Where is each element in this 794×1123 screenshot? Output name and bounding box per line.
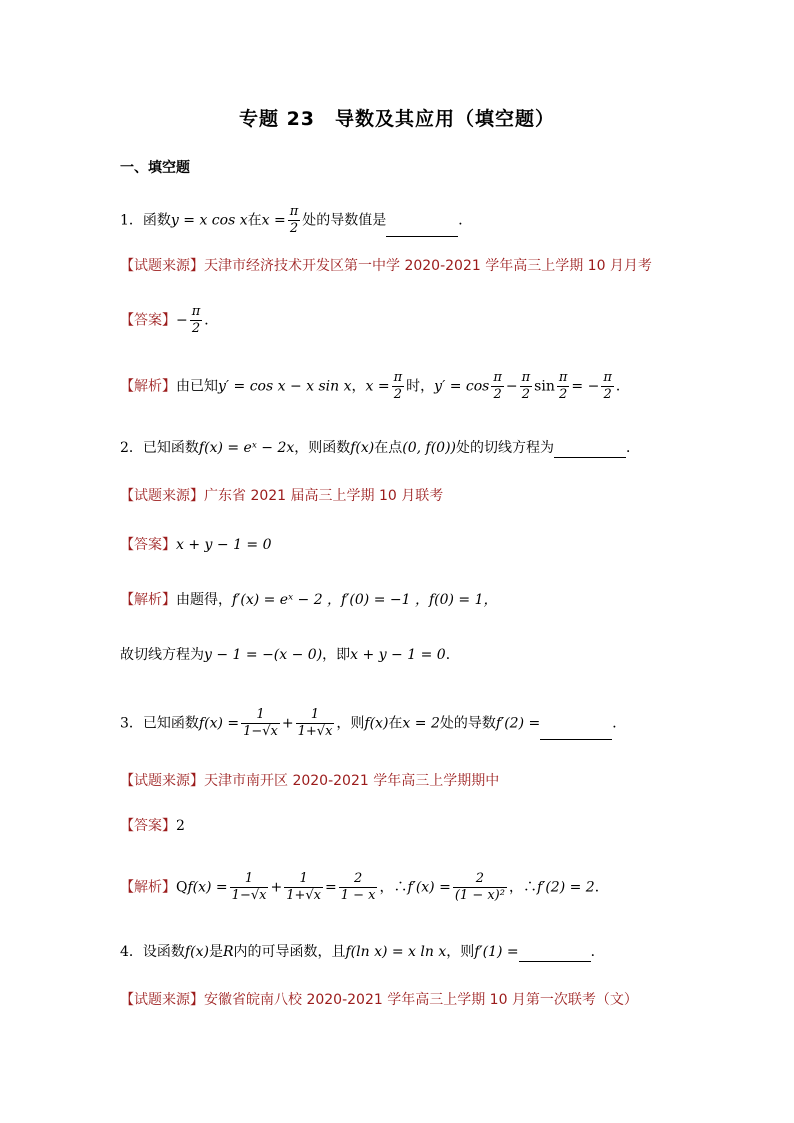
question-2: 2．已知函数f(x) = eˣ − 2x，则函数f(x)在点(0, f(0))处的切线方程为 ． (120, 440, 641, 456)
question-3: 3．已知函数f(x) = $\frac{1}{1-√x}$ + $\frac{1}{1+√x}$ ，则f(x)在x = 2处的导数f′(2) = ． (120, 707, 627, 739)
question-1-source: 【试题来源】天津市经济技术开发区第一中学 2020-2021 学年高三上学期 10 月月考 (120, 258, 652, 274)
answer-blank[interactable] (386, 222, 458, 237)
question-2-answer: 【答案】x + y − 1 = 0 (120, 537, 272, 553)
question-4: 4．设函数f(x)是R内的可导函数，且f(ln x) = x ln x，则f′(1) = ． (120, 944, 605, 960)
question-number: 4． (120, 944, 143, 960)
question-3-answer: 【答案】2 (120, 818, 185, 834)
question-2-analysis: 【解析】由题得，f′(x) = eˣ − 2 ，f′(0) = −1 ，f(0) = 1， (120, 592, 498, 608)
answer-blank[interactable] (540, 725, 612, 740)
question-number: 1． (120, 212, 143, 229)
question-3-analysis: 【解析】Qf(x) = $\frac{1}{1-√x}$ + $\frac{1}{1+√x}$ = $\frac{2}{1 - x}$ ，∴f′(x) = $\frac{2}{\text{(1 − x)²}}$ ，∴f′(2) = 2． (120, 871, 609, 903)
math-expr: y = x cos x (170, 212, 248, 229)
section-heading: 一、填空题 (120, 160, 190, 176)
answer-blank[interactable] (554, 443, 626, 458)
fraction: $\frac{\pi}{2}$ (191, 304, 201, 336)
fraction: $\frac{\pi}{2}$ (289, 204, 299, 236)
question-1-answer: 【答案】− $\frac{\pi}{2}$ ． (120, 304, 219, 336)
question-3-source: 【试题来源】天津市南开区 2020-2021 学年高三上学期期中 (120, 773, 500, 789)
question-number: 2． (120, 440, 143, 456)
question-1: 1．函数y = x cos x在x = $\frac{\pi}{2}$ 处的导数值是 ． (120, 204, 473, 236)
question-2-analysis-line2: 故切线方程为y − 1 = −(x − 0)，即x + y − 1 = 0． (120, 647, 460, 663)
question-number: 3． (120, 715, 143, 732)
answer-blank[interactable] (519, 947, 591, 962)
page-title: 专题 23 导数及其应用（填空题） (238, 108, 556, 130)
question-2-source: 【试题来源】广东省 2021 届高三上学期 10 月联考 (120, 488, 444, 504)
answer-label: 【答案】 (120, 312, 176, 329)
question-4-source: 【试题来源】安徽省皖南八校 2020-2021 学年高三上学期 10 月第一次联考（文） (120, 992, 638, 1008)
analysis-label: 【解析】 (120, 378, 176, 395)
question-1-analysis: 【解析】由已知y′ = cos x − x sin x，x = $\frac{\pi}{2}$ 时，y′ = cos $\frac{\pi}{2}$ − $\frac{\pi}{2}$ sin $\frac{\pi}{2}$ = − $\frac{\pi}{2}$ ． (120, 370, 630, 402)
source-label: 【试题来源】 (120, 258, 204, 274)
